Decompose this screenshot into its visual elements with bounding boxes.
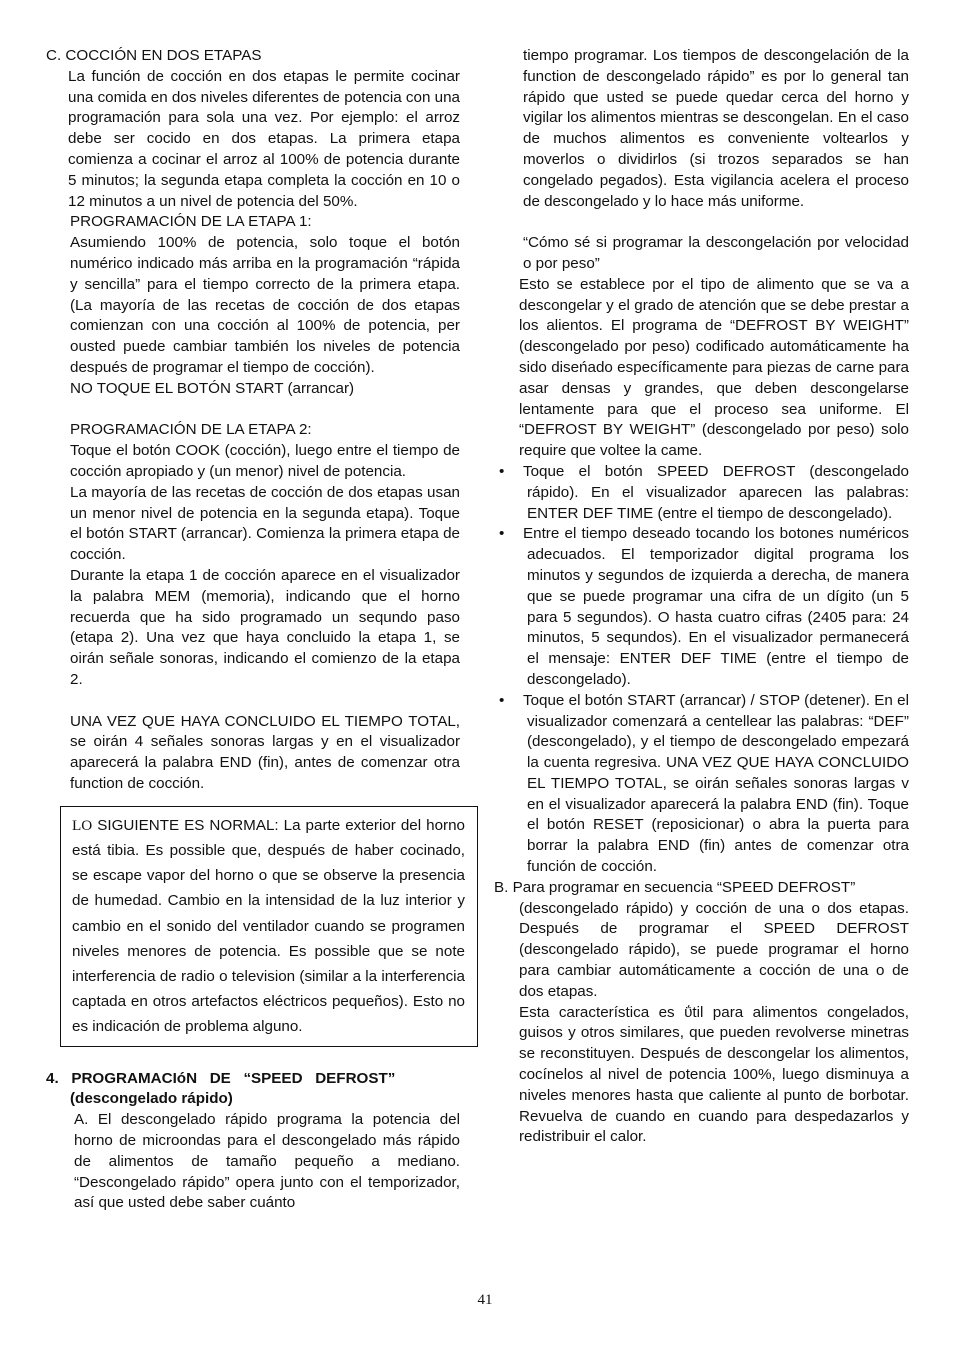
- stage2-text-3: Durante la etapa 1 de cocción aparece en el visualizador la palabra MEM (memoria), indicando que el horno recuerda que ha sido programado un sequndo paso (etapa 2). Una vez que haya concluido la etapa 1, se oirán señale sonoras, indicando el comienzo de la etapa 2.: [70, 566, 460, 688]
- left-column: [46, 46, 465, 1214]
- bullet-text: Toque el botón START (arrancar) / STOP (detener). En el visualizador comenzará a centellear las palabras: “DEF” (descongelado), y el tiempo de descongelado empezará la cuenta regresiva. UNA VEZ QUE HAYA CONCLUIDO EL TIEMPO TOTAL, se oirán señales sonoras largas v en el visualizador aparecerá la palabra END (fin). Toque el botón RESET (reposicionar) o abra la puerta para borrar la palabra END (fin) antes de comenzar otra función de cocción.: [523, 691, 909, 876]
- list-item: [494, 462, 909, 524]
- normal-conditions-note-box: [60, 806, 478, 1047]
- stage1-title: PROGRAMACIÓN DE LA ETAPA 1:: [70, 213, 312, 231]
- total-time-text: UNA VEZ QUE HAYA CONCLUIDO EL TIEMPO TOTAL, se oirán 4 señales sonoras largas y en el visualizador aparecerá la palabra END (fin), antes de comenzar otra function de cocción.: [70, 712, 460, 792]
- section-4-subtitle: (descongelado rápido): [70, 1090, 233, 1108]
- defrost-continued-text: tiempo programar. Los tiempos de descongelación de la function de descongelado rápido” es por lo general tan rápido que usted se puede quedar cerca del horno y vigilar los alimentos mientras se descongelan. En el caso de muchos alimentos es conveniente voltearlos y moverlos o dividirlos (si trozos separados se han congelado pegados). Esta vigilancia acelera el proceso de descongelado y lo hace más uniforme.: [523, 47, 909, 210]
- list-item: [494, 524, 909, 690]
- stage1-note: NO TOQUE EL BOTÓN START (arrancar): [70, 379, 355, 397]
- defrost-answer: Esto se establece por el tipo de alimento que se va a descongelar y el grado de atención que se debe prestar a los alientos. El programa de “DEFROST BY WEIGHT” (descongelado por peso) codificado automáticamente ha sido diseńado específicamente para piezas de carne para asar densas y grandes, que deben descongelarse lentamente para que el proceso sea uniforme. El “DEFROST BY WEIGHT” (descongelado por peso) solo require que voltee la came.: [519, 275, 909, 460]
- section-b-text: (descongelado rápido) y cocción de una o dos etapas. Después de programar el SPEED DEFROST (descongelado rápido), se puede programar el horno para cambiar automáticamente a cocción de una o de dos etapas.: [519, 899, 909, 1000]
- bullet-icon: •: [499, 691, 505, 709]
- section-4-text: A. El descongelado rápido programa la potencia del horno de microondas para el descongelado más rápido de alimentos de tamaño pequeño a mediano. “Descongelado rápido” opera junto con el temporizador, así que usted debe saber cuánto: [74, 1111, 460, 1212]
- note-lead: LO: [72, 816, 93, 834]
- section-c-text: La función de cocción en dos etapas le permite cocinar una comida en dos niveles diferentes de potencia con una programación para sola una vez. Por ejemplo: el arroz debe ser cocido en dos etapas. La primera etapa comienza a cocinar el arroz al 100% de potencia durante 5 minutos; la segunda etapa completa la cocción en 10 o 12 minutos a un nivel de potencia del 50%.: [68, 67, 460, 210]
- stage2-title: PROGRAMACIÓN DE LA ETAPA 2:: [70, 421, 312, 439]
- section-4-title: 4. PROGRAMACIóN DE “SPEED DEFROST”: [46, 1069, 396, 1087]
- note-paragraph: [72, 813, 465, 1040]
- stage2-text-2: La mayoría de las recetas de cocción de dos etapas usan un menor nivel de potencia en la segunda etapa). Toque el botón START (arrancar). Comienza la primera etapa de cocción.: [70, 483, 460, 564]
- page-number: 41: [477, 1292, 493, 1308]
- section-b-title: B. Para programar en secuencia “SPEED DEFROST”: [494, 878, 856, 896]
- bullet-icon: •: [499, 525, 505, 543]
- list-item: [494, 691, 909, 878]
- stage2-text-1: Toque el botón COOK (cocción), luego entre el tiempo de cocción apropiado y (un menor) nivel de potencia.: [70, 442, 460, 480]
- bullet-text: Entre el tiempo deseado tocando los botones numéricos adecuados. El temporizador digital programa los minutos y segundos de izquierda a derecha, de manera que se puede programar una cifra de un dígito (un 5 para 5 segundos). O hasta cuatro cifras (2405 para: 24 minutos, 5 sequndos). En el visualizador permanecerá el mensaje: ENTER DEF TIME (entre el tiempo de descongelado).: [523, 525, 909, 688]
- bullet-text: Toque el botón SPEED DEFROST (descongelado rápido). En el visualizador aparecen las palabras: ENTER DEF TIME (entre el tiempo de descongelado).: [523, 462, 909, 522]
- note-text: SIGUIENTE ES NORMAL: La parte exterior del horno está tibia. Es possible que, después de haber cocinado, se escape vapor del horno o que se observe la presencia de humedad. Cambio en la intensidad de la luz interior y cambio en el sonido del ventilador cuando se programen niveles menores de potencia. Es possible que se note interferencia de radio o television (similar a la interferencia captada en otros artefactos eléctricos pequeños). Esto no es indicación de problema alguno.: [72, 816, 465, 1036]
- stage1-text: Asumiendo 100% de potencia, solo toque el botón numérico indicado más arriba en la programación “rápida y sencilla” para el tiempo correcto de la primera etapa. (La mayoría de las recetas de cocción de dos etapas comienzan con una cocción al 100% de potencia, per ousted puede cambiar también los niveles de potencia después de programar el tiempo de cocción).: [70, 234, 460, 376]
- section-b-text-2: Esta característica es ΰtil para alimentos congelados, guisos y otros similares, que pueden revolverse minetras se reconstituyen. Después de descongelar los alimentos, cocínelos al nivel de potencia 100%, luego disminuya a niveles menores hasta que caliente al punto de borbotar. Revuelva de cuando en cuando para despedazarlos y redistribuir el calor.: [519, 1003, 909, 1146]
- bullet-icon: •: [499, 462, 505, 480]
- section-c-title: C. COCCIÓN EN DOS ETAPAS: [46, 47, 262, 64]
- right-column: [494, 46, 909, 1148]
- defrost-question: “Cómo sé si programar la descongelación por velocidad o por peso”: [523, 234, 909, 272]
